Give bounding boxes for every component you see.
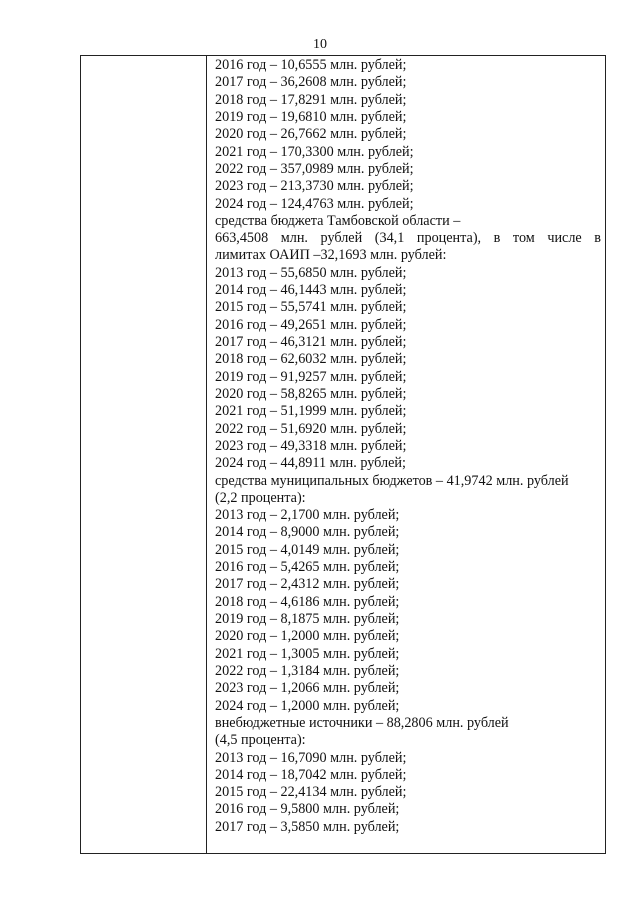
text-line: 2023 год – 213,3730 млн. рублей; [215,178,414,195]
text-line: 2018 год – 17,8291 млн. рублей; [215,91,407,108]
text-line: 2017 год – 36,2608 млн. рублей; [215,74,407,91]
document-table [80,55,606,854]
text-line: 2016 год – 10,6555 млн. рублей; [215,57,407,73]
text-line: 2024 год – 124,4763 млн. рублей; [215,195,414,212]
text-line: 2019 год – 91,9257 млн. рублей; [215,368,407,385]
text-line: 2018 год – 62,6032 млн. рублей; [215,351,407,368]
text-line: 2023 год – 1,2066 млн. рублей; [215,680,400,697]
text-line: 2021 год – 1,3005 млн. рублей; [215,645,400,662]
text-line: средства муниципальных бюджетов – 41,9742 млн. рублей [215,472,569,489]
text-line: 2016 год – 49,2651 млн. рублей; [215,316,407,333]
text-line: 2022 год – 1,3184 млн. рублей; [215,662,400,679]
text-line: 2015 год – 22,4134 млн. рублей; [215,784,407,801]
text-line: 2022 год – 357,0989 млн. рублей; [215,160,414,177]
text-line: 2020 год – 26,7662 млн. рублей; [215,126,407,143]
text-line: 2018 год – 4,6186 млн. рублей; [215,593,400,610]
text-line: внебюджетные источники – 88,2806 млн. рублей [215,714,509,731]
text-line: 2015 год – 4,0149 млн. рублей; [215,541,400,558]
text-line: (4,5 процента): [215,732,306,749]
text-line: 663,4508 млн. рублей (34,1 процента), в том числе в [215,230,601,247]
text-line: 2019 год – 19,6810 млн. рублей; [215,108,407,125]
text-line: 2019 год – 8,1875 млн. рублей; [215,611,400,627]
text-line: 2021 год – 51,1999 млн. рублей; [215,403,407,420]
text-line: 2013 год – 55,6850 млн. рублей; [215,264,407,281]
text-line: 2022 год – 51,6920 млн. рублей; [215,420,407,437]
text-line: 2020 год – 1,2000 млн. рублей; [215,628,400,645]
text-line: 2024 год – 44,8911 млн. рублей; [215,455,406,472]
text-line: лимитах ОАИП –32,1693 млн. рублей: [215,247,447,264]
text-line: 2015 год – 55,5741 млн. рублей; [215,299,407,316]
table-left-column [81,56,207,853]
text-line: 2023 год – 49,3318 млн. рублей; [215,437,407,454]
text-line: 2017 год – 46,3121 млн. рублей; [215,334,407,350]
text-line: 2013 год – 16,7090 млн. рублей; [215,749,407,766]
text-line: средства бюджета Тамбовской области – [215,212,461,229]
table-right-column [215,57,601,836]
text-line: 2017 год – 2,4312 млн. рублей; [215,576,400,593]
text-line: 2014 год – 18,7042 млн. рублей; [215,766,407,783]
text-line: 2014 год – 8,9000 млн. рублей; [215,524,400,541]
text-line: 2020 год – 58,8265 млн. рублей; [215,385,407,402]
text-line: 2021 год – 170,3300 млн. рублей; [215,143,414,160]
text-line: 2017 год – 3,5850 млн. рублей; [215,818,400,835]
page-number: 10 [313,37,327,52]
text-line: (2,2 процента): [215,489,306,506]
text-line: 2024 год – 1,2000 млн. рублей; [215,697,400,714]
text-line: 2016 год – 9,5800 млн. рублей; [215,801,400,818]
text-line: 2016 год – 5,4265 млн. рублей; [215,559,400,576]
text-line: 2013 год – 2,1700 млн. рублей; [215,507,400,524]
text-line: 2014 год – 46,1443 млн. рублей; [215,282,407,299]
